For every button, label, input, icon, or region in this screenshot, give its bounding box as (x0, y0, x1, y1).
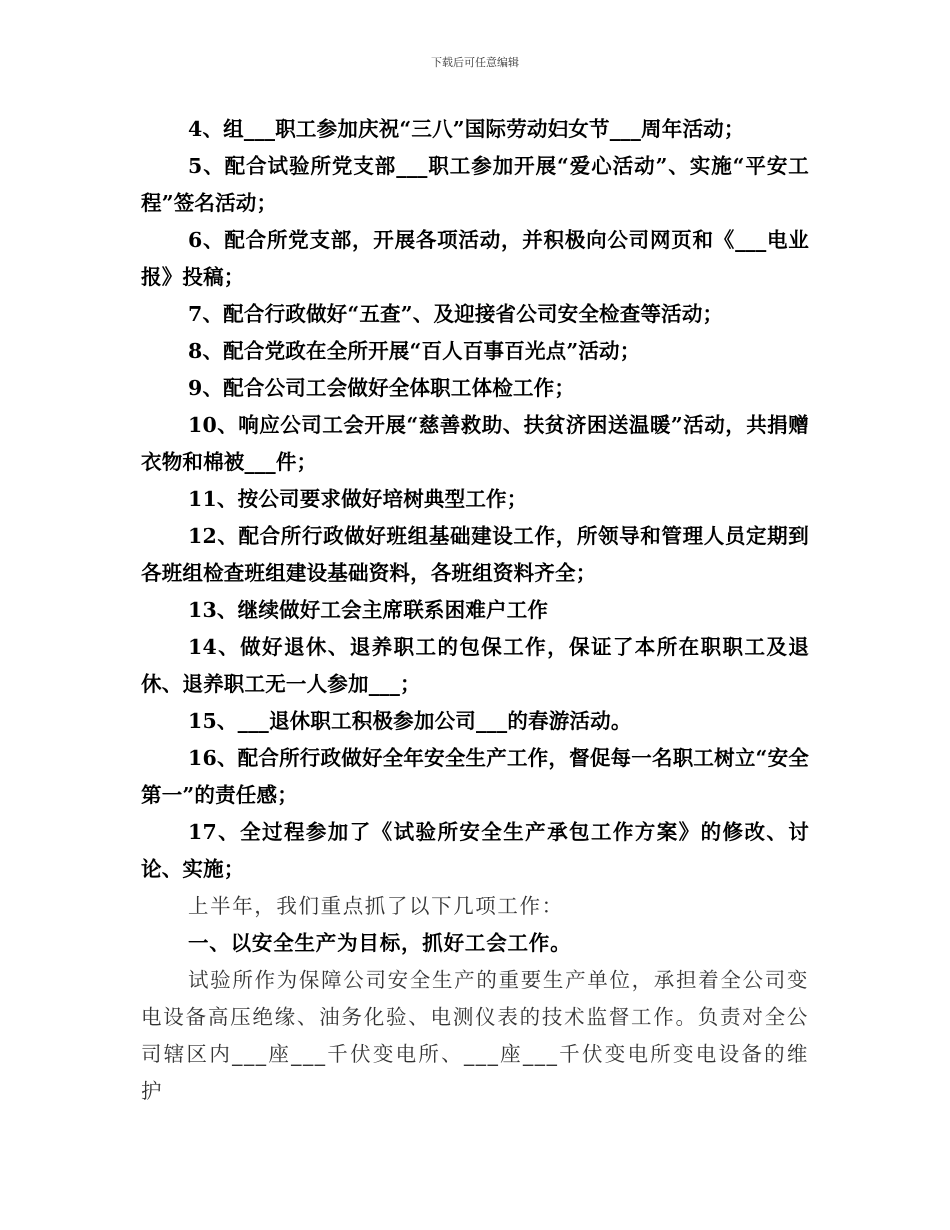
list-item-15: 15、___退休职工积极参加公司___的春游活动。 (188, 709, 632, 733)
list-item-17: 17、全过程参加了《试验所安全生产承包工作方案》的修改、讨论、实施； (141, 820, 809, 881)
list-item-12: 12、配合所行政做好班组基础建设工作，所领导和管理人员定期到各班组检查班组建设基础资料，各班组资料齐全； (141, 524, 809, 585)
list-item-13: 13、继续做好工会主席联系困难户工作 (188, 598, 549, 622)
list-item-7: 7、配合行政做好“五查”、及迎接省公司安全检查等活动； (188, 302, 724, 326)
list-item-16: 16、配合所行政做好全年安全生产工作，督促每一名职工树立“安全第一”的责任感； (141, 746, 809, 807)
list-item-11: 11、按公司要求做好培树典型工作； (188, 487, 528, 511)
page-header: 下载后可任意编辑 (431, 56, 519, 69)
list-item-14: 14、做好退休、退养职工的包保工作，保证了本所在职职工及退休、退养职工无一人参加___； (141, 635, 809, 696)
list-item-4: 4、组___职工参加庆祝“三八”国际劳动妇女节___周年活动； (188, 117, 745, 141)
list-item-9: 9、配合公司工会做好全体职工体检工作； (188, 376, 576, 400)
intro-paragraph: 上半年，我们重点抓了以下几项工作： (188, 894, 564, 918)
list-item-6: 6、配合所党支部，开展各项活动，并积极向公司网页和《___电业报》投稿； (141, 228, 809, 289)
section-heading: 一、以安全生产为目标，抓好工会工作。 (188, 931, 572, 955)
list-item-10: 10、响应公司工会开展“慈善救助、扶贫济困送温暖”活动，共捐赠衣物和棉被___件； (141, 413, 809, 474)
list-item-5: 5、配合试验所党支部___职工参加开展“爱心活动”、实施“平安工程”签名活动； (141, 154, 809, 215)
body-paragraph: 试验所作为保障公司安全生产的重要生产单位，承担着全公司变电设备高压绝缘、油务化验、电测仪表的技术监督工作。负责对全公司辖区内___座___千伏变电所、___座___千伏变电所变电设备的维护 (141, 968, 809, 1103)
document-body (141, 111, 809, 1110)
list-item-8: 8、配合党政在全所开展“百人百事百光点”活动； (188, 339, 641, 363)
